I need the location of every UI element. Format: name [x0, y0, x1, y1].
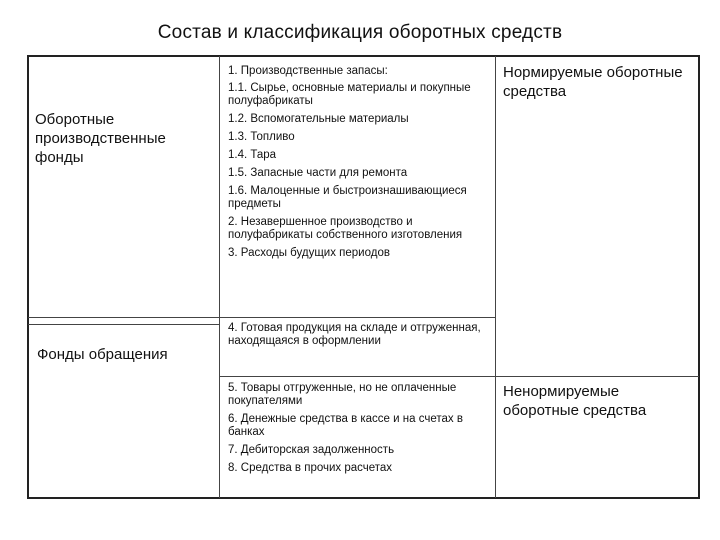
list-item: 1.6. Малоценные и быстроизнашивающиеся предметы	[228, 185, 467, 210]
list-item: 4. Готовая продукция на складе и отгруженная, находящаяся в оформлении	[228, 322, 481, 347]
normed-label: Нормируемые оборотные средства	[503, 64, 683, 100]
row-divider-1	[28, 317, 496, 318]
list-item: 1.1. Сырье, основные материалы и покупные полуфабрикаты	[228, 82, 471, 107]
list-item: 1.2. Вспомогательные материалы	[228, 113, 409, 125]
list-item: 1. Производственные запасы:	[228, 65, 388, 77]
list-item: 1.3. Топливо	[228, 131, 295, 143]
column-divider-left	[219, 56, 220, 498]
list-item: 8. Средства в прочих расчетах	[228, 462, 393, 474]
items-group-finished	[228, 322, 490, 353]
items-group-circulation	[228, 382, 490, 480]
column-divider-right	[495, 56, 496, 498]
page-title: Состав и классификация оборотных средств	[157, 22, 563, 43]
row-divider-3	[219, 376, 699, 377]
list-item: 1.4. Тара	[228, 149, 277, 161]
list-item: 1.5. Запасные части для ремонта	[228, 167, 408, 179]
list-item: 3. Расходы будущих периодов	[228, 247, 390, 259]
list-item: 6. Денежные средства в кассе и на счетах в банках	[228, 413, 463, 438]
row-divider-2	[28, 324, 220, 325]
list-item: 5. Товары отгруженные, но не оплаченные покупателями	[228, 382, 457, 407]
production-funds-label: Оборотные производственные фонды	[35, 111, 166, 166]
non-normed-label: Ненормируемые оборотные средства	[503, 383, 647, 419]
list-item: 7. Дебиторская задолженность	[228, 444, 395, 456]
items-group-production	[228, 65, 490, 265]
circulation-funds-label: Фонды обращения	[37, 346, 168, 363]
list-item: 2. Незавершенное производство и полуфабрикаты собственного изготовления	[228, 216, 463, 241]
